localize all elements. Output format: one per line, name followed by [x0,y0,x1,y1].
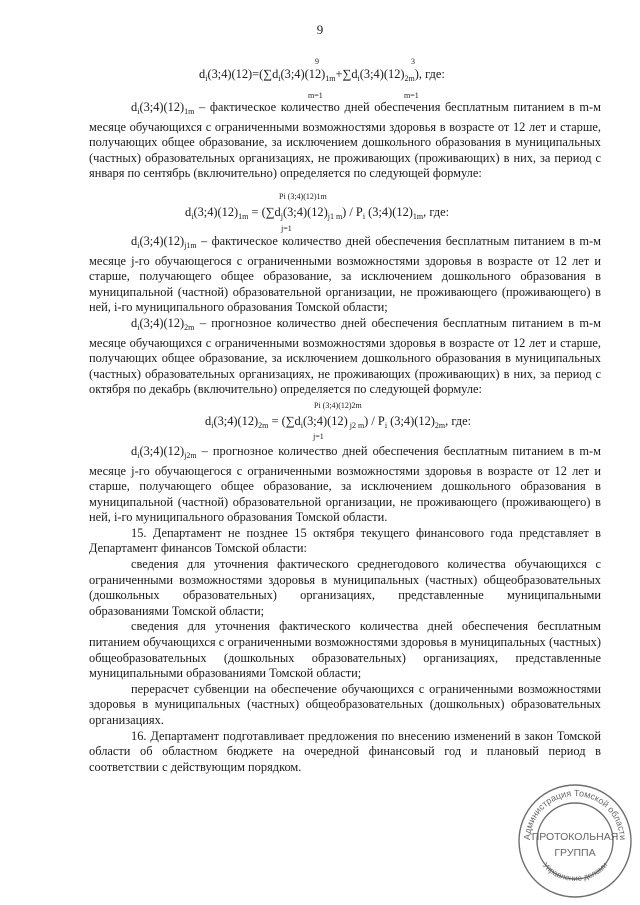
paragraph-dj2m-definition: $d_i(3;4)(12)_{j2m}$ – прогнозное количество дней обеспечения бесплатным питанием в m-м месяце j-го обучающегося с ограниченными возможностями здоровья в возрасте от 12 лет и старше, получающего общее образование, за исключением дошкольного образования в муниципальной (частной) образовательной организации, не проживающего (проживающего) в ней, i-го муниципального образования Томской области. [89,443,601,525]
formula-1-sum2-lower: m=1 [404,91,419,100]
formula-3-sum-upper: Pi (3;4)(12)2m [314,400,362,410]
formula-3 [89,398,601,444]
formula-2-sum-upper: Pi (3;4)(12)1m [279,191,327,201]
paragraph-item-16: 16. Департамент подготавливает предложения по внесению изменений в закон Томской области об областном бюджете на очередной финансовый год и плановый период в соответствии с действующим порядком. [89,728,601,774]
formula-3-expression: $d_i(3;4)(12)_{2m}$ = ($\sum d_i(3;4)(12)$ $_{j2 m}) / P_i$ $(3;4)(12)_{2m}$, где: [205,413,472,430]
stamp-line-2: ГРУППА [554,847,596,859]
document-body [89,52,601,775]
formula-1-sum1-lower: m=1 [308,91,323,100]
formula-1-sum1-upper: 9 [315,57,319,66]
formula-3-sum-lower: j=1 [313,431,324,441]
paragraph-item-15-list-1: сведения для уточнения фактического среднегодового количества обучающихся с ограниченными возможностями здоровья в муниципальных (частных) общеобразовательных (дошкольных образовательных) организациях, представленные муниципальными образованиями Томской области; [89,557,601,618]
page-number: 9 [316,22,324,37]
paragraph-item-15-list-2: сведения для уточнения фактического количества дней обеспечения бесплатным питанием обучающихся с ограниченными возможностями здоровья в муниципальных (частных) общеобразовательных (дошкольных образовательных) организациях, представленные муниципальными образованиями Томской области; [89,619,601,681]
stamp-ring-bottom-text: Управление делами [540,860,610,883]
paragraph-d2m-definition: $d_i(3;4)(12)_{2m}$ – прогнозное количество дней обеспечения бесплатным питанием в m-м месяце обучающихся с ограниченными возможностями здоровья в возрасте от 12 лет и старше, получающих общее образование, за исключением дошкольного образования в муниципальных (частных) образовательных организациях, не проживающих (проживающих) в них, за период с октября по декабрь (включительно) определяется по следующей формуле: [89,315,601,397]
protocol-stamp [516,782,634,900]
formula-1-expression: $d_i(3;4)(12)=(\sum d_i(3;4)(12)_{1m}+\sum d_i(3;4)(12)_{2m})$, где: [199,67,445,83]
stamp-ring-text: Администрация Томской области [521,787,629,841]
stamp-line-1: ПРОТОКОЛЬНАЯ [531,831,619,843]
paragraph-item-15-list-3: перерасчет субвенции на обеспечение обучающихся с ограниченными возможностями здоровья в муниципальных (частных) общеобразовательных (дошкольных) образовательных организациях. [89,681,601,727]
paragraph-d1m-definition: $d_i(3;4)(12)_{1m}$ – фактическое количество дней обеспечения бесплатным питанием в m-м месяце обучающихся с ограниченными возможностями здоровья в возрасте от 12 лет и старше, получающих общее образование, за исключением дошкольного образования в муниципальных (частных) образовательных организациях, не проживающих (проживающих) в них, за период с января по сентябрь (включительно) определяется по следующей формуле: [89,100,601,181]
formula-1 [89,52,601,100]
paragraph-dj1m-definition: $d_i(3;4)(12)_{j1m}$ – фактическое количество дней обеспечения бесплатным питанием в m-м месяце j-го обучающегося с ограниченными возможностями здоровья в возрасте от 12 лет и старше, получающего общее образование, за исключением дошкольного образования в муниципальной (частной) образовательной организации, не проживающего (проживающего) в ней, i-го муниципального образования Томской области; [89,233,601,315]
formula-2 [89,188,601,234]
paragraph-item-15: 15. Департамент не позднее 15 октября текущего финансового года представляет в Департамент финансов Томской области: [89,525,601,556]
formula-2-sum-lower: j=1 [281,223,292,233]
formula-2-expression: $d_i(3;4)(12)_{1m}$ = $(\sum d_j(3;4)(12)_{j1 m}) / P_i$ $(3;4)(12)_{1m}$, где: [185,204,450,221]
formula-1-sum2-upper: 3 [411,57,415,66]
